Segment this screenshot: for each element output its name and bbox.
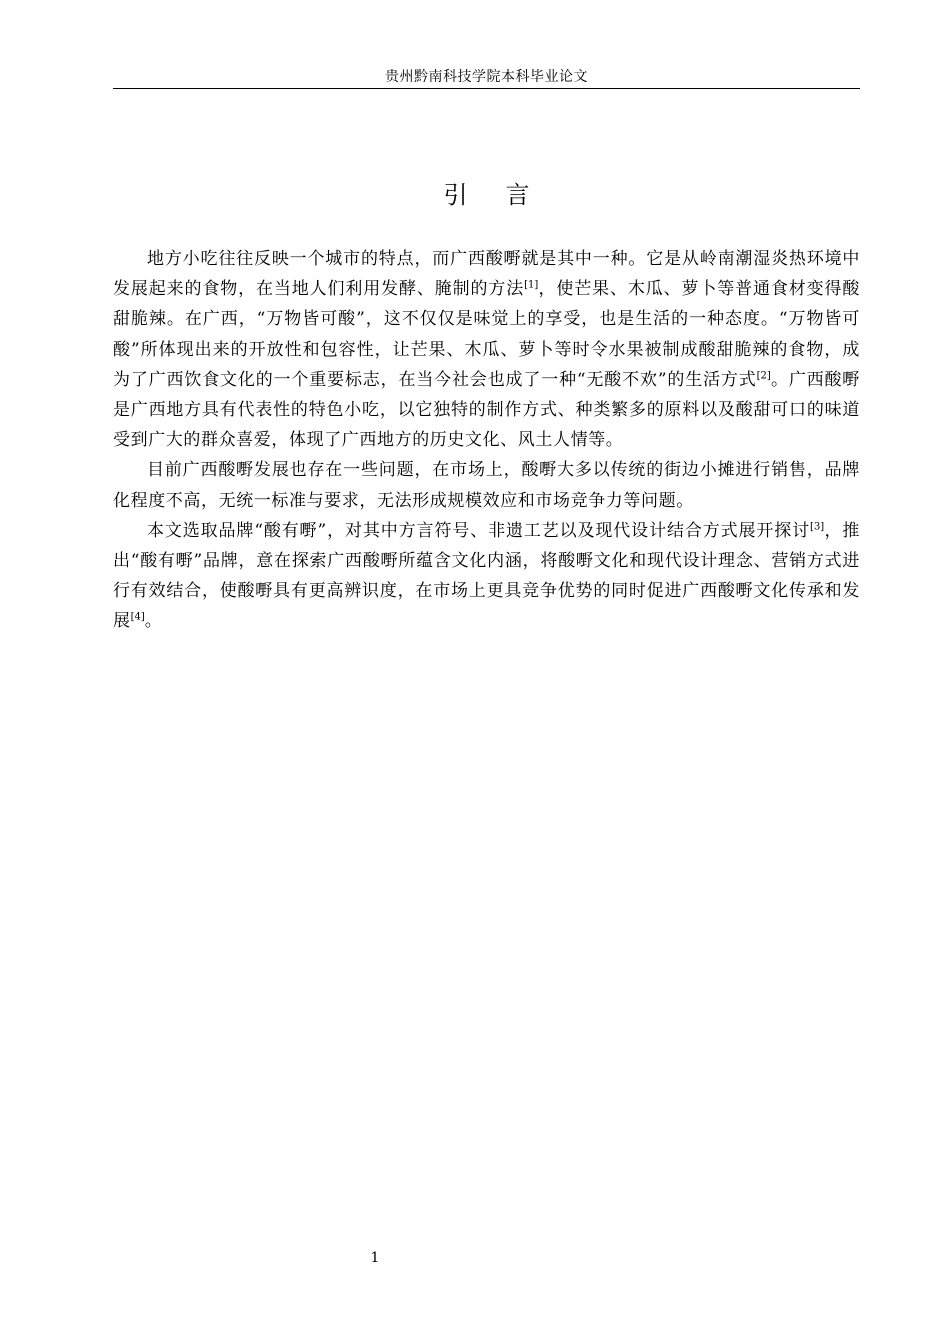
- citation-marker: [4]: [130, 611, 145, 623]
- page-header: 贵州黔南科技学院本科毕业论文: [113, 66, 860, 89]
- paragraph-text: 。: [144, 611, 163, 632]
- paragraph-text: 目前广西酸嘢发展也存在一些问题，在市场上，酸嘢大多以传统的街边小摊进行销售，品牌化程度不高，无统一标准与要求，无法形成规模效应和市场竞争力等问题。: [113, 460, 860, 511]
- citation-marker: [1]: [524, 279, 539, 291]
- body-text: [113, 244, 860, 637]
- paragraph-2: [113, 455, 860, 515]
- paragraph-1: [113, 244, 860, 455]
- page-number: 1: [370, 1250, 380, 1266]
- paragraph-3: [113, 516, 860, 637]
- paragraph-text: 地方小吃往往反映一个城市的特点，而广西酸嘢就是其中一种。它是从岭南潮湿炎热环境中发展起来的食物，在当地人们利用发酵、腌制的方法: [113, 249, 860, 300]
- section-title: 引言: [443, 181, 568, 209]
- paragraph-text: 。广西酸嘢是广西地方具有代表性的特色小吃，以它独特的制作方式、种类繁多的原料以及酸甜可口的味道受到广大的群众喜爱，体现了广西地方的历史文化、风土人情等。: [113, 369, 860, 451]
- paragraph-text: ，推出“酸有嘢”品牌，意在探索广西酸嘢所蕴含文化内涵，将酸嘢文化和现代设计理念、营销方式进行有效结合，使酸嘢具有更高辨识度，在市场上更具竞争优势的同时促进广西酸嘢文化传承和发展: [113, 520, 860, 632]
- citation-marker: [2]: [756, 370, 771, 382]
- paragraph-text: 本文选取品牌“酸有嘢”，对其中方言符号、非遗工艺以及现代设计结合方式展开探讨: [147, 520, 811, 541]
- paragraph-text: ，使芒果、木瓜、萝卜等普通食材变得酸甜脆辣。在广西，“万物皆可酸”，这不仅仅是味觉上的享受，也是生活的一种态度。“万物皆可酸”所体现出来的开放性和包容性，让芒果、木瓜、萝卜等时令水果被制成酸甜脆辣的食物，成为了广西饮食文化的一个重要标志，在当今社会也成了一种“无酸不欢”的生活方式: [113, 279, 860, 390]
- citation-marker: [3]: [810, 521, 825, 533]
